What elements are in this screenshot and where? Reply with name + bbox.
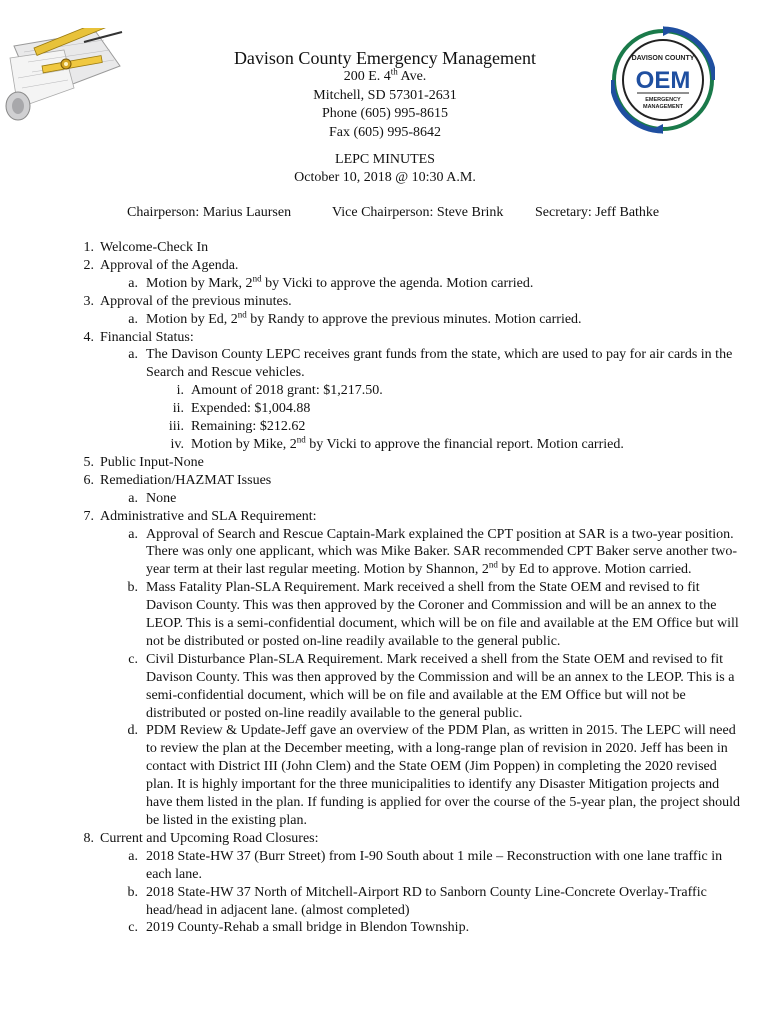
agenda-item-level-1 [0, 830, 770, 848]
agenda-item-level-1 [0, 257, 770, 275]
item-text: Remaining: $212.62 [191, 419, 306, 435]
agenda-item-level-1 [0, 293, 770, 311]
item-number: 3. [83, 293, 94, 309]
item-text: The Davison County LEPC receives grant funds from the state, which are used to pay for air cards in the Search and Rescue vehicles. [146, 347, 733, 381]
item-text: 2018 State-HW 37 North of Mitchell-Airport RD to Sanborn County Line-Concrete Overlay-Traffic head/head in adjacent lane. (almost completed) [146, 884, 707, 918]
chairperson: Chairperson: Marius Laursen [127, 205, 292, 220]
item-text: Expended: $1,004.88 [191, 401, 311, 417]
item-number: a. [128, 347, 138, 363]
meeting-date: October 10, 2018 @ 10:30 A.M. [294, 170, 476, 185]
item-number: a. [128, 526, 138, 542]
item-text: Approval of the Agenda. [100, 257, 239, 273]
agenda-item-level-2 [0, 579, 770, 651]
logo-emergency-text: EMERGENCY [645, 97, 681, 103]
item-number: i. [176, 383, 184, 399]
agenda-item-level-2 [0, 651, 770, 723]
item-text: Motion by Mike, 2nd by Vicki to approve the financial report. Motion carried. [191, 434, 624, 452]
logo-county-text: DAVISON COUNTY [631, 55, 695, 62]
item-number: 1. [83, 240, 94, 255]
item-number: 6. [83, 472, 94, 488]
item-number: 7. [83, 508, 94, 524]
agenda-item-level-1 [0, 329, 770, 347]
agenda-item-level-2 [0, 346, 770, 382]
item-number: 5. [83, 454, 94, 470]
agenda-item-level-2 [0, 490, 770, 508]
doc-title: LEPC MINUTES [335, 152, 435, 167]
logo-oem-text: OEM [635, 67, 691, 94]
item-number: a. [128, 490, 138, 506]
item-number: c. [128, 920, 138, 936]
item-number: b. [127, 884, 138, 900]
item-text: Mass Fatality Plan-SLA Requirement. Mark received a shell from the State OEM and revised to fit Davison County. This was then approved by the Coroner and Commission and will be an annex to the LEOP. This is a semi-confidential document, which will be on file and available at the EM Office but will not be distributed or posted on-line readily available to the general public. [146, 580, 739, 649]
item-number: c. [128, 651, 138, 667]
item-number: 4. [83, 329, 94, 345]
agenda-item-level-3 [0, 418, 770, 436]
agenda-item-level-2 [0, 526, 770, 580]
item-number: 8. [83, 830, 94, 846]
address-block [0, 68, 770, 142]
secretary: Secretary: Jeff Bathke [535, 205, 660, 220]
agenda-item-level-1 [0, 239, 770, 257]
item-text: None [146, 490, 177, 506]
item-number: a. [128, 275, 138, 291]
agenda-item-level-3 [0, 436, 770, 454]
agenda-list [0, 239, 770, 937]
item-text: 2019 County-Rehab a small bridge in Blendon Township. [146, 920, 470, 936]
agenda-item-level-3 [0, 382, 770, 400]
agenda-item-level-2 [0, 275, 770, 293]
vice-chairperson: Vice Chairperson: Steve Brink [332, 205, 504, 220]
item-text: Remediation/HAZMAT Issues [100, 472, 272, 488]
item-text: Welcome-Check In [100, 240, 209, 255]
item-number: iv. [170, 436, 184, 452]
agenda-item-level-2 [0, 884, 770, 920]
item-number: d. [127, 723, 138, 739]
item-text: Civil Disturbance Plan-SLA Requirement. Mark received a shell from the State OEM and revised to fit Davison County. This was then approved by the Commission and will be an annex to the LEOP. This is a semi-confidential document, which will be on file and available at the EM Office but will not be distributed or posted on-line readily available to the general public. [146, 651, 735, 721]
item-number: iii. [168, 419, 184, 435]
title-block [0, 151, 770, 187]
item-number: ii. [172, 401, 184, 417]
agenda-item-level-1 [0, 472, 770, 490]
item-text: Current and Upcoming Road Closures: [100, 830, 319, 846]
item-text: Approval of Search and Rescue Captain-Mark explained the CPT position at SAR is a two-year position. There was only one applicant, which was Mike Baker. SAR recommended CPT Baker serve another two-year term at their last regular meeting. Motion by Shannon, 2nd by Ed to approve. Motion carried. [146, 526, 738, 578]
item-text: 2018 State-HW 37 (Burr Street) from I-90 South about 1 mile – Reconstruction with one lane traffic in each lane. [146, 848, 723, 882]
address-line-2: Mitchell, SD 57301-2631 [313, 87, 457, 103]
agenda-item-level-2 [0, 308, 770, 329]
item-text: Motion by Mark, 2nd by Vicki to approve the agenda. Motion carried. [146, 273, 534, 291]
item-text: Financial Status: [100, 329, 194, 345]
item-number: a. [128, 848, 138, 864]
agenda-item-level-2 [0, 722, 770, 829]
agenda-item-level-1 [0, 454, 770, 472]
item-text: Administrative and SLA Requirement: [100, 508, 317, 524]
agenda-item-level-2 [0, 848, 770, 884]
item-number: b. [127, 580, 138, 596]
item-text: PDM Review & Update-Jeff gave an overview of the PDM Plan, as written in 2015. The LEPC will need to review the plan at the December meeting, with a long-range plan of revision in 2020. Jeff has been in contact with District III (John Clem) and the State OEM (Jim Poppen) in completing the 2020 revised plan. It is highly important for the three municipalities to identify any Disaster Mitigation projects and have them listed in the plan. If funding is applied for over the course of the 5-year plan, the project should be listed in the existing plan. [146, 723, 741, 828]
item-text: Approval of the previous minutes. [100, 293, 292, 309]
address-line-1: 200 E. 4th Ave. [343, 66, 427, 84]
item-text: Amount of 2018 grant: $1,217.50. [191, 383, 383, 399]
logo-management-text: MANAGEMENT [642, 104, 684, 110]
fax: Fax (605) 995-8642 [329, 124, 441, 140]
agenda-item-level-3 [0, 400, 770, 418]
item-text: Public Input-None [100, 454, 204, 470]
phone: Phone (605) 995-8615 [322, 106, 448, 121]
item-text: Motion by Ed, 2nd by Randy to approve the previous minutes. Motion carried. [146, 308, 582, 327]
item-number: a. [128, 311, 138, 327]
item-number: 2. [83, 257, 94, 273]
org-name: Davison County Emergency Management [233, 48, 537, 68]
agenda-item-level-1 [0, 508, 770, 526]
agenda-item-level-2 [0, 919, 770, 937]
